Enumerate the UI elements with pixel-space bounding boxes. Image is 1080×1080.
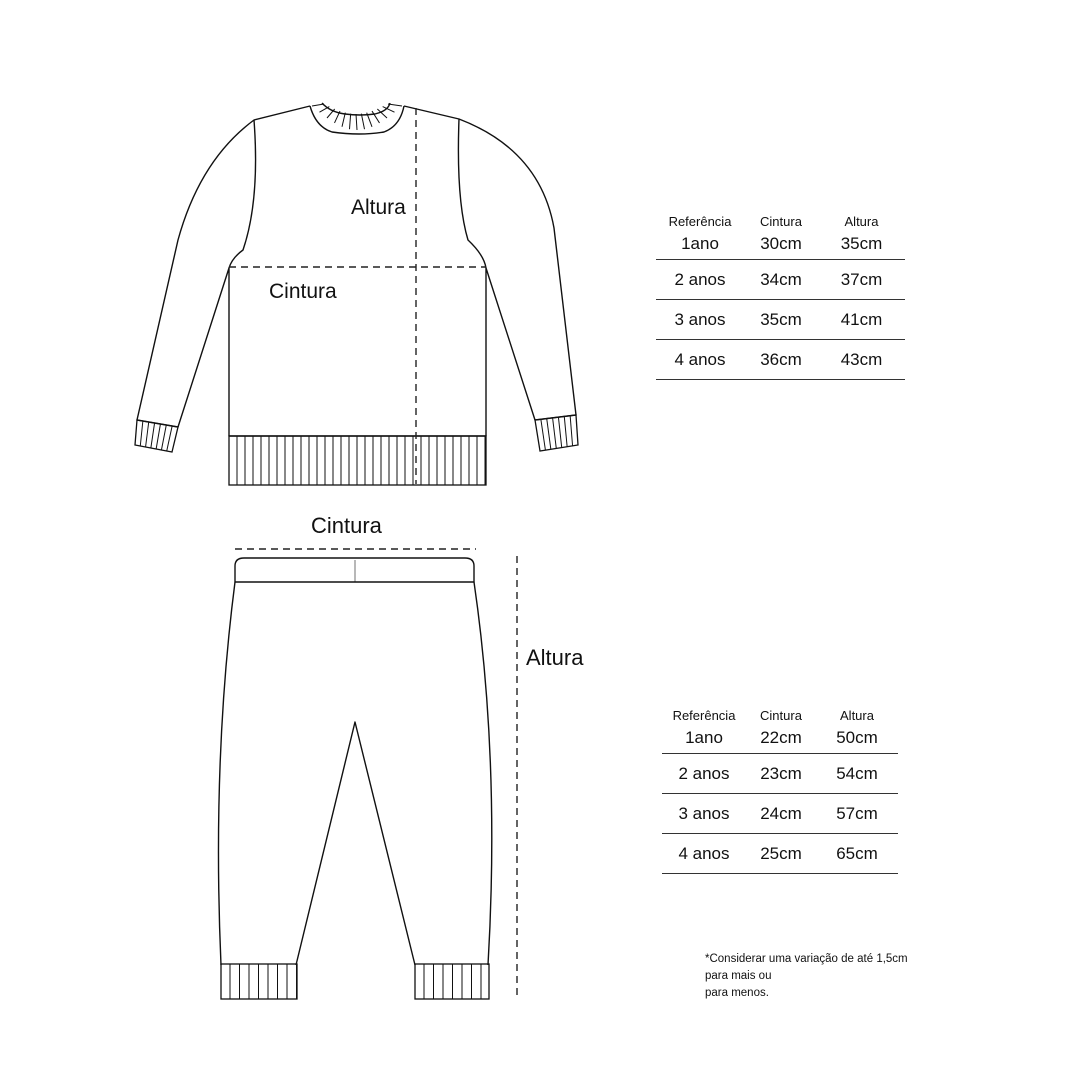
table-row	[662, 794, 898, 834]
size-variation-note	[705, 951, 908, 1002]
table-row	[656, 300, 905, 340]
table-row	[662, 754, 898, 794]
sweater-height-label: Altura	[351, 196, 406, 219]
cell-height: 65cm	[816, 834, 898, 874]
rib-line	[570, 416, 572, 446]
cell-height: 54cm	[816, 754, 898, 794]
note-line-3: para menos.	[705, 987, 769, 999]
rib-line	[156, 424, 160, 449]
rib-line	[553, 418, 557, 449]
table-header-row	[662, 699, 898, 723]
cell-height: 41cm	[818, 300, 905, 340]
rib-line	[356, 114, 357, 130]
rib-line	[541, 419, 546, 450]
rib-line	[558, 417, 561, 447]
rib-line	[361, 114, 364, 130]
rib-line	[151, 423, 155, 448]
rib-line	[167, 426, 172, 451]
cell-height: 37cm	[818, 260, 905, 300]
pants-right-cuff-lines	[424, 964, 481, 999]
table-row	[656, 260, 905, 300]
rib-line	[146, 422, 149, 447]
sweater-size-table	[656, 205, 905, 380]
header-waist: Cintura	[760, 708, 802, 723]
rib-line	[161, 425, 166, 450]
sweater-right-cuff-lines	[541, 416, 573, 450]
table-row	[656, 340, 905, 380]
pants-waist-label: Cintura	[311, 513, 382, 538]
sweater-drawing	[137, 103, 576, 436]
cell-waist: 23cm	[746, 754, 816, 794]
cell-reference: 4 anos	[662, 834, 746, 874]
table-row	[656, 229, 905, 260]
cell-reference: 2 anos	[656, 260, 744, 300]
cell-waist: 30cm	[744, 229, 818, 260]
header-height: Altura	[840, 708, 874, 723]
header-waist: Cintura	[760, 214, 802, 229]
cell-waist: 34cm	[744, 260, 818, 300]
cell-waist: 22cm	[746, 723, 816, 754]
rib-line	[388, 104, 402, 106]
rib-line	[564, 416, 567, 446]
header-reference: Referência	[668, 214, 732, 229]
cell-waist: 24cm	[746, 794, 816, 834]
cell-height: 35cm	[818, 229, 905, 260]
rib-line	[140, 421, 143, 446]
cell-reference: 4 anos	[656, 340, 744, 380]
cell-reference: 1ano	[662, 723, 746, 754]
pants-drawing	[218, 558, 491, 965]
cell-reference: 1ano	[656, 229, 744, 260]
table-header-row	[656, 205, 905, 229]
pants-height-label: Altura	[526, 645, 584, 670]
cell-reference: 2 anos	[662, 754, 746, 794]
table-row	[662, 723, 898, 754]
rib-line	[547, 419, 551, 450]
pants-left-cuff-lines	[230, 964, 297, 999]
table-row	[662, 834, 898, 874]
note-line-2: para mais ou	[705, 970, 772, 982]
rib-line	[312, 104, 324, 106]
cell-reference: 3 anos	[656, 300, 744, 340]
note-line-1: *Considerar uma variação de até 1,5cm	[705, 953, 908, 965]
cell-reference: 3 anos	[662, 794, 746, 834]
sweater-collar-ribbing	[312, 104, 402, 130]
pants-size-table	[662, 699, 898, 874]
sweater-waist-label: Cintura	[269, 280, 337, 303]
cell-height: 57cm	[816, 794, 898, 834]
header-height: Altura	[844, 214, 879, 229]
sweater-hem-lines	[237, 436, 485, 485]
rib-line	[342, 113, 345, 127]
rib-line	[350, 114, 351, 130]
cell-waist: 36cm	[744, 340, 818, 380]
cell-height: 50cm	[816, 723, 898, 754]
cell-waist: 35cm	[744, 300, 818, 340]
rib-line	[320, 107, 330, 113]
header-reference: Referência	[672, 708, 736, 723]
cell-height: 43cm	[818, 340, 905, 380]
cell-waist: 25cm	[746, 834, 816, 874]
